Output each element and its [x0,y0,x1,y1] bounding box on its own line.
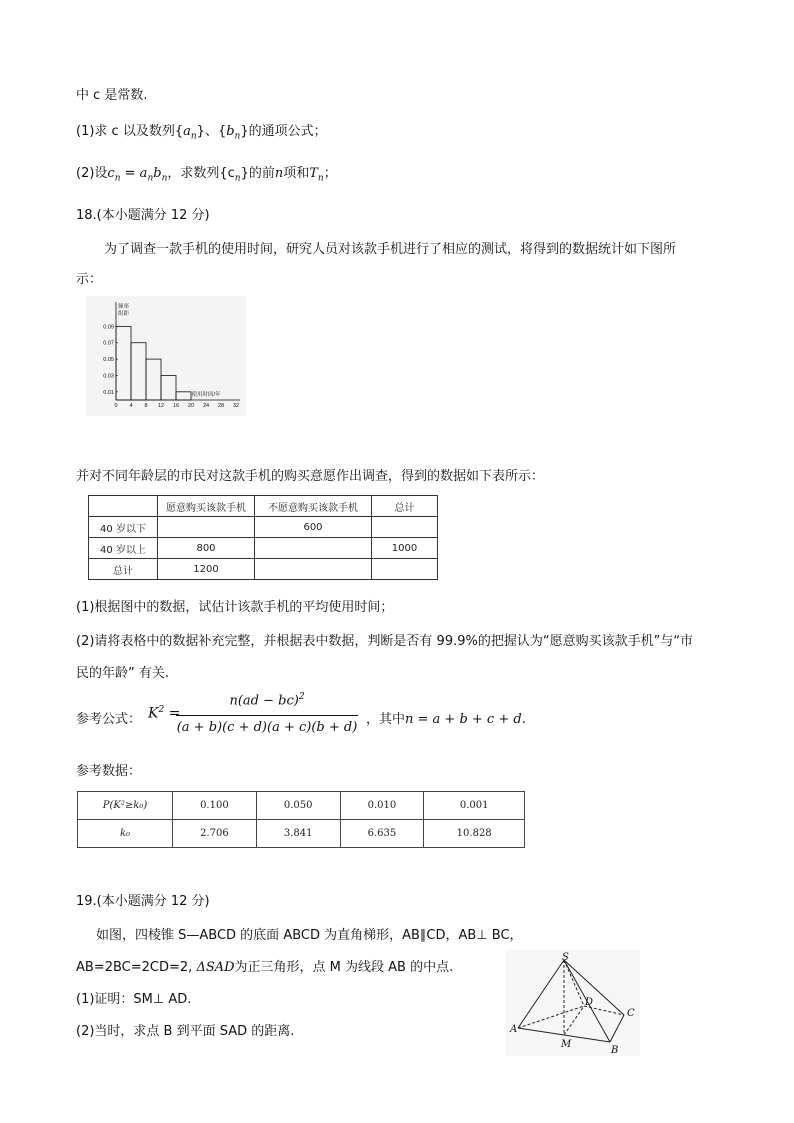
q17-part1: (1)求 c 以及数列$\{a_n\}$、$\{b_n\}$的通项公式； [76,124,327,142]
q18-part1: (1)根据图中的数据，试估计该款手机的平均使用时间； [76,600,394,615]
q19-intro-2: AB=2BC=2CD=2, ΔSAD为正三角形，点 M 为线段 AB 的中点. [76,960,454,975]
table-cell: 10.828 [424,820,525,848]
table-cell [372,559,438,580]
table-cell: 总计 [89,559,158,580]
table-cell: 0.010 [340,792,424,820]
table-cell: 0.001 [424,792,525,820]
x-tick-label: 24 [202,403,210,409]
table-cell [255,538,372,559]
table-row [78,820,525,848]
table-cell: 3.841 [256,820,340,848]
q17-line: 中 c 是常数. [76,88,148,103]
table-row [78,792,525,820]
label-C: C [627,1008,635,1019]
pyramid-figure [506,950,640,1056]
table-cell [255,559,372,580]
table-cell: 40 岁以下 [89,517,158,538]
table-header-row [89,496,438,517]
q19-part1: (1)证明：SM⊥ AD. [76,992,192,1007]
table-header-cell: 愿意购买该款手机 [158,496,255,517]
x-tick-label: 8 [144,403,148,409]
formula-label: 参考公式： [76,712,142,727]
table-cell: 40 岁以上 [89,538,158,559]
label-S: S [562,952,569,963]
y-tick-label: 0.07 [103,340,114,347]
table-cell: 6.635 [340,820,424,848]
formula-tail: ，其中n = a + b + c + d. [366,712,526,727]
histogram-chart [86,296,246,416]
survey-table [88,495,438,580]
y-tick-label: 0.01 [103,389,114,396]
x-axis-label: 使用时间/年 [191,392,221,398]
formula-denominator: (a + b)(c + d)(a + c)(b + d) [176,720,358,735]
x-tick-label: 16 [172,403,180,409]
y-tick-label: 0.09 [103,324,114,331]
table-cell: P(K²≥k₀) [78,792,173,820]
formula-lhs: $K^2$ = [148,705,181,722]
x-tick-label: 28 [217,403,225,409]
q17-part2: (2)设$c_n = a_nb_n$，求数列$\{c_n\}$的前n项和$T_n$； [76,166,337,184]
table-cell [372,517,438,538]
table-header-cell: 总计 [372,496,438,517]
fraction-bar [176,715,358,716]
table-cell: 800 [158,538,255,559]
q18-part2-line2: 民的年龄” 有关. [76,666,169,681]
q18-part2-line1: (2)请将表格中的数据补充完整，并根据表中数据，判断是否有 99.9%的把握认为“愿意购买该款手机”与“市 [76,634,694,649]
reference-table [77,791,525,848]
figure-background [506,950,640,1056]
x-tick-label: 32 [232,403,240,409]
q19-title: 19.(本小题满分 12 分) [76,894,210,909]
q18-survey-text: 并对不同年龄层的市民对这款手机的购买意愿作出调查，得到的数据如下表所示： [76,469,545,484]
y-axis-label: 组距 [118,311,130,317]
x-tick-label: 0 [114,403,118,409]
q18-intro-1: 为了调查一款手机的使用时间，研究人员对该款手机进行了相应的测试，将得到的数据统计如下图所 [104,242,677,257]
table-cell [158,517,255,538]
ref-label: 参考数据： [76,764,142,779]
q19-intro-1: 如图，四棱锥 S—ABCD 的底面 ABCD 为直角梯形，AB∥CD，AB⊥ BC， [96,928,523,943]
q19-part2: (2)当时，求点 B 到平面 SAD 的距离. [76,1024,295,1039]
table-cell: 0.050 [256,792,340,820]
label-M: M [561,1039,572,1050]
x-tick-label: 12 [157,403,165,409]
x-tick-label: 20 [187,403,195,409]
table-cell: 0.100 [173,792,257,820]
q18-intro-2: 示： [76,272,103,287]
q18-title: 18.(本小题满分 12 分) [76,208,210,223]
table-cell: 1200 [158,559,255,580]
x-tick-label: 4 [129,403,133,409]
table-cell: 2.706 [173,820,257,848]
table-cell: 1000 [372,538,438,559]
label-D: D [585,997,594,1008]
table-cell: k₀ [78,820,173,848]
y-tick-label: 0.05 [103,357,114,364]
label-B: B [611,1045,619,1056]
formula-fraction [176,692,358,740]
formula-numerator: n(ad − bc)$^2$ [229,692,305,709]
table-row [89,538,438,559]
table-row [89,559,438,580]
table-header-cell: 不愿意购买该款手机 [255,496,372,517]
table-cell: 600 [255,517,372,538]
table-row [89,517,438,538]
y-tick-label: 0.03 [103,373,114,380]
y-axis-label: 频率 [118,304,130,310]
label-A: A [510,1024,518,1035]
table-header-cell [89,496,158,517]
chart-background [86,296,246,416]
